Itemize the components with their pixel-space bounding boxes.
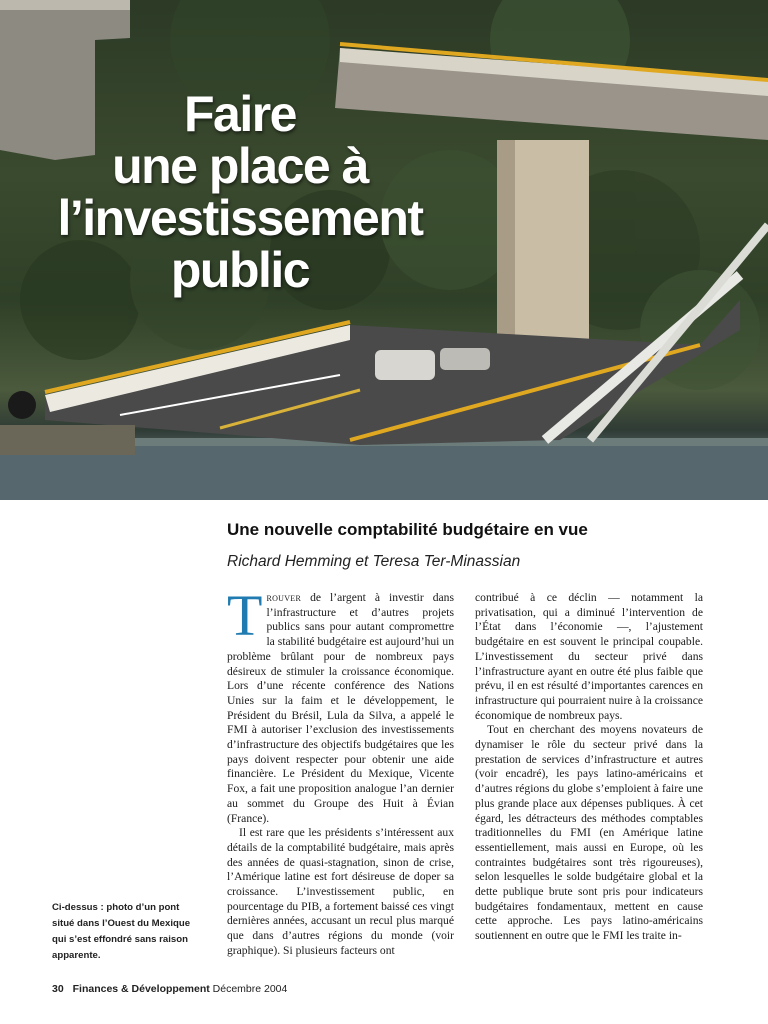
article-authors: Richard Hemming et Teresa Ter-Minassian [227, 553, 521, 570]
caption-line: Ci-dessus : photo d’un pont [52, 902, 180, 913]
article-subtitle: Une nouvelle comptabilité budgétaire en vue [227, 520, 588, 539]
page-number: 30 [52, 983, 64, 995]
paragraph: contribué à ce déclin — notamment la privatisation, qui a diminué l’intervention de l’État dans l’économie —, l’ajustement budgétaire en est souvent le principal coupable. L’investissement du secteur privé dans l’infrastructure ayant en outre été plus faible que prévu, il en est résulté d’importantes carences en infrastructure qui pourraient nuire à la croissance économique de nombreux pays. [475, 591, 703, 722]
magazine-name: Finances & Développement [72, 983, 210, 995]
page-footer [52, 983, 287, 995]
hero-photo-collapsed-bridge [0, 0, 768, 500]
title-line: l’investissement [57, 190, 423, 246]
caption-line: situé dans l’Ouest du Mexique [52, 918, 191, 929]
paragraph-text: de l’argent à investir dans l’infrastructure et d’autres projets publics sans pour autant compromettre la stabilité budgétaire est aujourd’hui un problème brûlant pour de nombreux pays désireux de stimuler la croissance économique. Lors d’une récente conférence des Nations Unies sur la faim et le développement, le Président du Brésil, Lula da Silva, a appelé le FMI à autoriser l’exclusion des investissements d’infrastructure des objectifs budgétaires que les pays doivent respecter pour obtenir une aide financière. Le Président du Mexique, Vicente Fox, a fait une proposition analogue l’an dernier au sommet du Groupe des Huit à Évian (France). [227, 591, 454, 825]
caption-line: qui s’est effondré sans raison [52, 934, 188, 945]
body-column-1 [227, 591, 454, 961]
caption-line: apparente. [52, 950, 101, 961]
body-column-2 [475, 591, 703, 961]
article-title [10, 88, 470, 296]
title-line: public [170, 242, 310, 298]
title-line: Faire [183, 86, 296, 142]
paragraph: Tout en cherchant des moyens novateurs de dynamiser le rôle du secteur privé dans la prestation de services d’infrastructure et autres (voir encadré), les pays latino-américains et d’autres régions du globe s’emploient à faire une plus grande place aux dépenses publiques. À cet égard, les détracteurs des méthodes comptables traditionnelles du FMI (en Amérique latine essentiellement, mais aussi en Europe, où les contraintes budgétaires sont très rigoureuses), selon lesquelles le solde budgétaire global et la dette publique brute sont pris pour indicateurs budgétaires fondamentaux, mettent en cause cette approche. Les pays latino-américains soutiennent en outre que le FMI les traite in- [475, 723, 703, 943]
drop-cap: T [227, 591, 263, 648]
paragraph [227, 591, 454, 826]
photo-caption [52, 900, 202, 964]
issue-date: Décembre 2004 [212, 983, 288, 995]
lead-in: rouver [266, 591, 302, 604]
paragraph: Il est rare que les présidents s’intéressent aux détails de la comptabilité budgétaire, mais après des années de quasi-stagnation, sinon de crise, l’Amérique latine est fort désireuse de doper sa croissance. L’investissement public, en pourcentage du PIB, a fortement baissé ces vingt dernières années, accusant un recul plus marqué que dans d’autres régions du monde (voir graphique). Si plusieurs facteurs ont [227, 826, 454, 957]
title-line: une place à [112, 138, 368, 194]
